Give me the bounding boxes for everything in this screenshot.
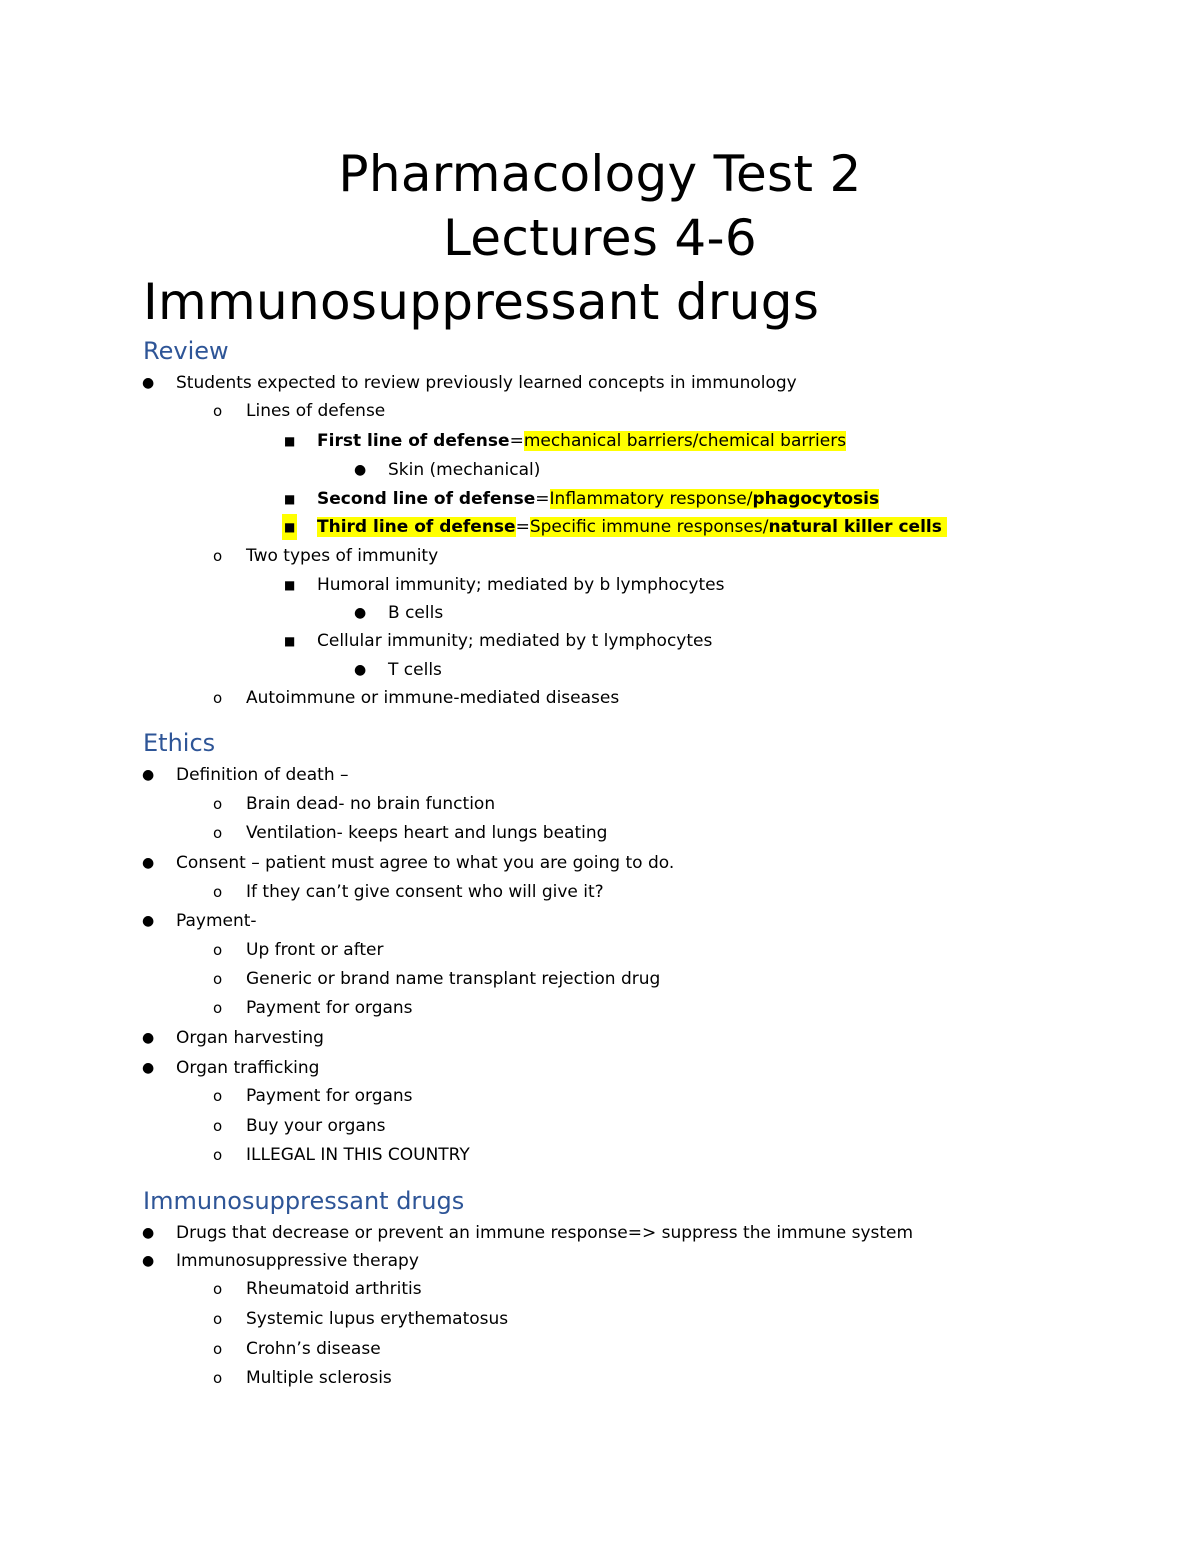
circle-o-icon: o [213, 795, 223, 813]
highlight-bold-part: natural killer cells [768, 517, 942, 537]
circle-o-icon: o [213, 1310, 223, 1328]
bullet-dot-icon: ● [142, 1060, 155, 1076]
item-text: Ventilation- keeps heart and lungs beating [246, 823, 608, 843]
section-heading-ethics: Ethics [143, 729, 216, 757]
first-line-label: First line of defense [317, 431, 510, 451]
bullet-dot-icon: ● [142, 767, 155, 783]
circle-o-icon: o [213, 689, 223, 707]
main-heading: Immunosuppressant drugs [143, 273, 820, 331]
circle-o-icon: o [213, 883, 223, 901]
bullet-dot-icon: ● [354, 662, 367, 678]
bullet-dot-icon: ● [142, 1030, 155, 1046]
item-text: B cells [388, 603, 444, 623]
square-bullet-icon: ■ [284, 578, 296, 592]
item-text: Immunosuppressive therapy [176, 1251, 419, 1271]
title-line-2: Lectures 4-6 [443, 209, 757, 267]
circle-o-icon: o [213, 824, 223, 842]
circle-o-icon: o [213, 999, 223, 1017]
highlight-part: Specific immune responses/ [529, 517, 769, 537]
item-text: Autoimmune or immune-mediated diseases [246, 688, 620, 708]
item-text: Generic or brand name transplant rejection drug [246, 969, 661, 989]
circle-o-icon: o [213, 1369, 223, 1387]
circle-o-icon: o [213, 1146, 223, 1164]
item-text: Crohn’s disease [246, 1339, 381, 1359]
item-text: Systemic lupus erythematosus [246, 1309, 509, 1329]
section-heading-review: Review [143, 337, 229, 365]
item-text: Two types of immunity [246, 546, 439, 566]
circle-o-icon: o [213, 1087, 223, 1105]
circle-o-icon: o [213, 941, 223, 959]
item-text: Brain dead- no brain function [246, 794, 496, 814]
item-text: Organ harvesting [176, 1028, 324, 1048]
item-text: Organ trafficking [176, 1058, 320, 1078]
item-text: Up front or after [246, 940, 384, 960]
item-text: Skin (mechanical) [388, 460, 541, 480]
circle-o-icon: o [213, 547, 223, 565]
item-text: Payment for organs [246, 1086, 413, 1106]
circle-o-icon: o [213, 970, 223, 988]
equals-sign: = [535, 489, 550, 509]
item-text: Cellular immunity; mediated by t lymphocytes [317, 631, 713, 651]
circle-o-icon: o [213, 402, 223, 420]
item-text: Rheumatoid arthritis [246, 1279, 422, 1299]
item-text [317, 514, 947, 540]
item-text: Multiple sclerosis [246, 1368, 392, 1388]
item-text: Definition of death – [176, 765, 349, 785]
item-text: Lines of defense [246, 401, 386, 421]
bullet-dot-icon: ● [354, 605, 367, 621]
item-text: Students expected to review previously learned concepts in immunology [176, 373, 797, 393]
item-text: T cells [388, 660, 442, 680]
bullet-dot-icon: ● [354, 462, 367, 478]
item-text: Payment for organs [246, 998, 413, 1018]
item-text: Payment- [176, 911, 257, 931]
circle-o-icon: o [213, 1117, 223, 1135]
circle-o-icon: o [213, 1280, 223, 1298]
circle-o-icon: o [213, 1340, 223, 1358]
item-text: If they can’t give consent who will give it? [246, 882, 604, 902]
title-line-1: Pharmacology Test 2 [338, 145, 862, 203]
item-text: Drugs that decrease or prevent an immune response=> suppress the immune system [176, 1223, 914, 1243]
item-text: Consent – patient must agree to what you are going to do. [176, 853, 675, 873]
highlighted-text: mechanical barriers/chemical barriers [523, 431, 847, 451]
highlighted-text [530, 517, 947, 537]
item-text [317, 486, 879, 512]
highlight-part: Inflammatory response/ [549, 489, 753, 509]
square-bullet-icon: ■ [284, 634, 296, 648]
square-bullet-icon: ■ [284, 492, 296, 506]
bullet-dot-icon: ● [142, 1253, 155, 1269]
highlighted-text [550, 489, 880, 509]
bullet-dot-icon: ● [142, 1225, 155, 1241]
third-line-label: Third line of defense [317, 517, 516, 537]
item-text: Humoral immunity; mediated by b lymphocytes [317, 575, 725, 595]
item-text: Buy your organs [246, 1116, 386, 1136]
section-heading-immunosuppressant: Immunosuppressant drugs [143, 1187, 465, 1215]
bullet-dot-icon: ● [142, 855, 155, 871]
bullet-dot-icon: ● [142, 375, 155, 391]
bullet-dot-icon: ● [142, 913, 155, 929]
second-line-label: Second line of defense [317, 489, 536, 509]
highlight-bold-part: phagocytosis [752, 489, 880, 509]
equals-sign: = [509, 431, 524, 451]
square-bullet-icon: ■ [284, 434, 296, 448]
square-bullet-icon: ■ [282, 514, 297, 540]
item-text: ILLEGAL IN THIS COUNTRY [246, 1145, 470, 1165]
item-text [317, 428, 846, 454]
equals-sign: = [515, 517, 530, 537]
